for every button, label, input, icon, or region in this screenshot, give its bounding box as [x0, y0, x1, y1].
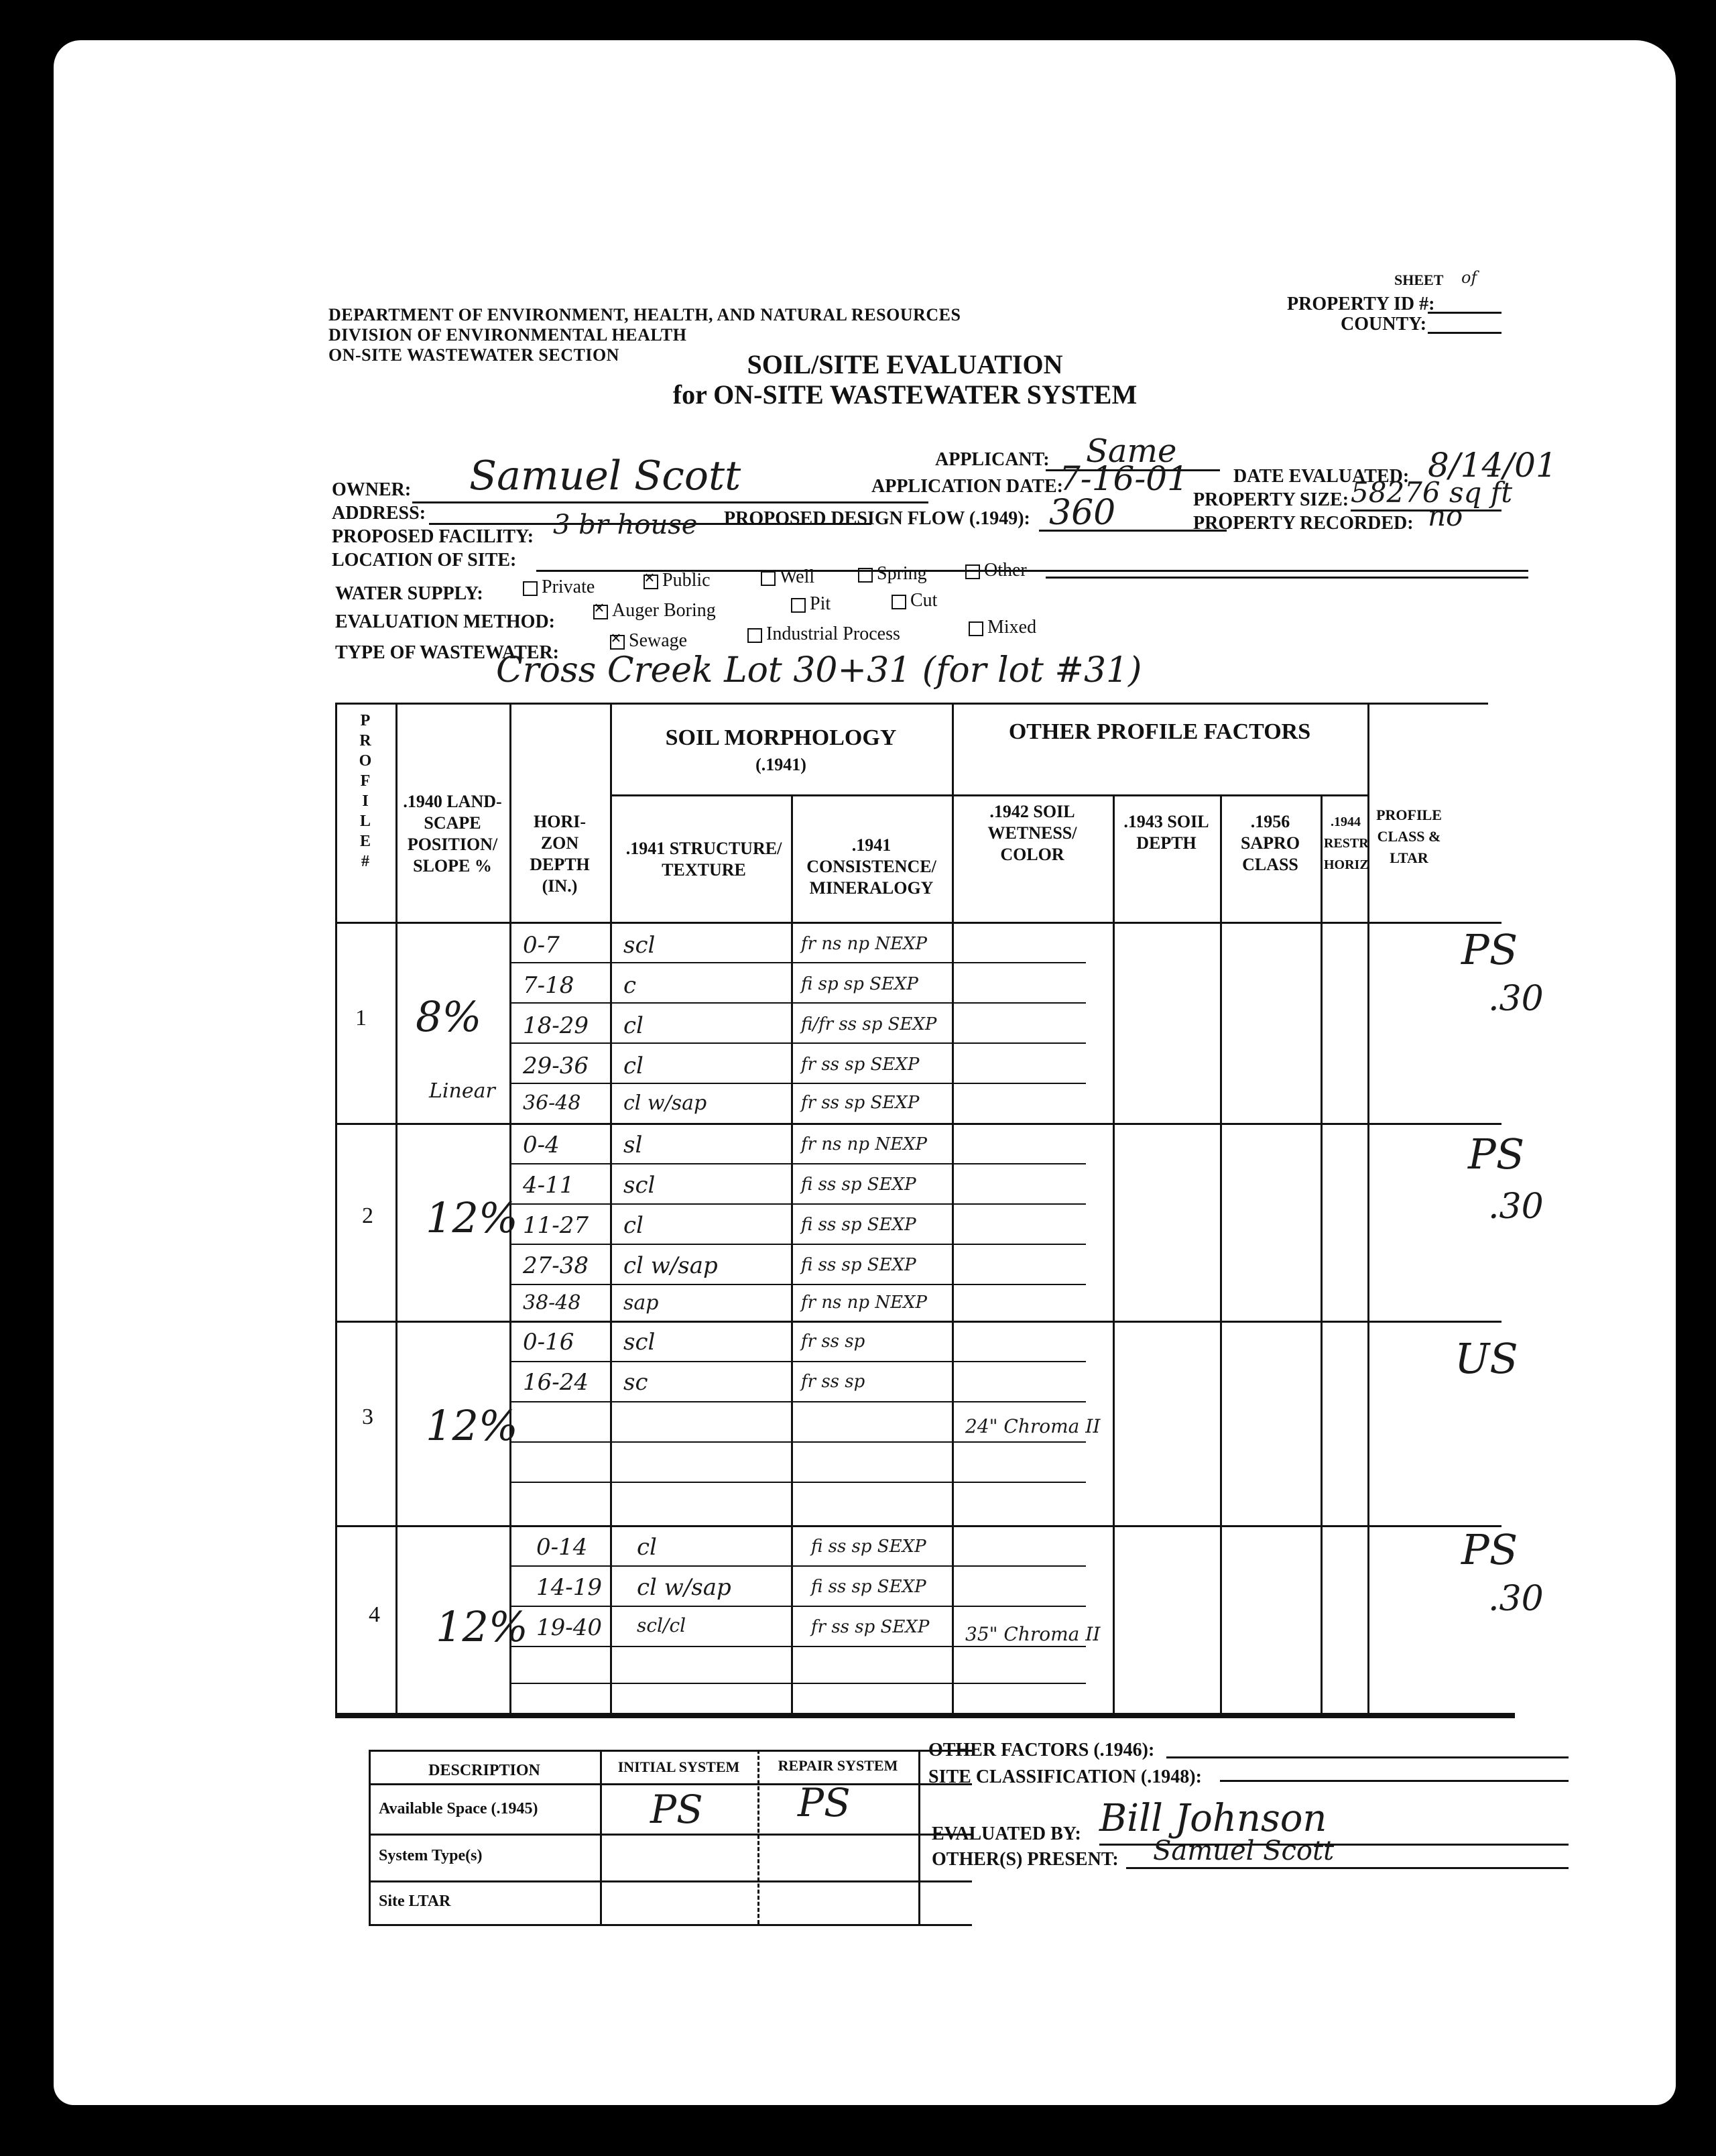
applicant-value: Same — [1086, 432, 1177, 470]
col-structure-header: .1941 STRUCTURE/ TEXTURE — [625, 839, 782, 880]
checkbox-icon[interactable] — [965, 564, 980, 579]
other-factors-header: OTHER PROFILE FACTORS — [1008, 719, 1311, 744]
date-evaluated-label: DATE EVALUATED: — [1233, 466, 1410, 487]
form-subtitle: for ON-SITE WASTEWATER SYSTEM — [672, 379, 1138, 410]
industrial-process-option[interactable]: Industrial Process — [747, 623, 900, 645]
property-id-label: PROPERTY ID #: — [1287, 294, 1435, 314]
col-sapro-header: .1956 SAPRO CLASS — [1240, 812, 1300, 874]
structure-texture: scl — [623, 1172, 656, 1199]
profile-ltar: .30 — [1488, 1187, 1544, 1227]
water-well-option[interactable]: Well — [761, 566, 814, 588]
col-horizon-header: HORI- ZON DEPTH (IN.) — [530, 812, 590, 896]
available-space-label: Available Space (.1945) — [379, 1800, 538, 1817]
property-size-label: PROPERTY SIZE: — [1193, 489, 1349, 510]
profile-class: PS — [1461, 1525, 1518, 1574]
water-private-option[interactable]: Private — [523, 577, 595, 598]
horizon-depth: 0-16 — [523, 1329, 574, 1356]
horizon-depth: 27-38 — [523, 1252, 589, 1279]
col-profile-header: P R O F I L E # — [359, 712, 372, 870]
water-supply-label: WATER SUPPLY: — [335, 583, 483, 604]
other-factors-label: OTHER FACTORS (.1946): — [928, 1740, 1155, 1760]
horizon-depth: 18-29 — [523, 1012, 589, 1039]
consistence: fr ss sp — [801, 1331, 865, 1352]
form-title: SOIL/SITE EVALUATION — [747, 349, 1063, 379]
horizon-depth: 4-11 — [523, 1172, 574, 1199]
proposed-facility-value: 3 br house — [553, 510, 698, 540]
consistence: fi ss sp SEXP — [811, 1577, 926, 1597]
consistence: fi ss sp SEXP — [811, 1537, 926, 1557]
consistence: fr ss sp SEXP — [801, 1055, 920, 1075]
address-label: ADDRESS: — [332, 503, 426, 524]
consistence: fr ss sp SEXP — [811, 1617, 930, 1637]
structure-texture: c — [623, 972, 637, 999]
water-spring-option[interactable]: Spring — [858, 563, 927, 585]
horizon-depth: 0-7 — [523, 932, 560, 959]
initial-system-header: INITIAL SYSTEM — [617, 1758, 740, 1775]
horizon-depth: 14-19 — [536, 1574, 603, 1601]
owner-label: OWNER: — [332, 479, 412, 500]
profile-class: US — [1455, 1334, 1518, 1383]
consistence: fr ns np NEXP — [801, 1293, 928, 1313]
system-types-label: System Type(s) — [379, 1847, 483, 1864]
design-flow-value: 360 — [1049, 493, 1116, 533]
checked-checkbox-icon[interactable] — [610, 635, 625, 650]
initial-system-value: PS — [650, 1787, 703, 1832]
structure-texture: cl — [623, 1053, 644, 1079]
checkbox-icon[interactable] — [761, 571, 776, 586]
sewage-option[interactable]: ×Sewage — [610, 630, 687, 652]
county-label: COUNTY: — [1341, 314, 1427, 335]
repair-system-value: PS — [798, 1780, 851, 1825]
others-present-label: OTHER(S) PRESENT: — [932, 1849, 1119, 1870]
property-recorded-value: no — [1428, 499, 1463, 532]
checkbox-icon[interactable] — [791, 598, 806, 613]
checkbox-icon[interactable] — [747, 628, 762, 643]
soil-wetness: 35" Chroma II — [965, 1623, 1101, 1645]
evaluated-by-value: Bill Johnson — [1099, 1797, 1327, 1840]
form-sheet — [54, 40, 1676, 2105]
owner-value: Samuel Scott — [469, 453, 741, 499]
profile-ltar: .30 — [1488, 1579, 1544, 1619]
applicant-label: APPLICANT: — [935, 449, 1050, 470]
soil-morphology-sub: (.1941) — [755, 755, 806, 774]
consistence: fi ss sp SEXP — [801, 1175, 916, 1195]
location-value: Cross Creek Lot 30+31 (for lot #31) — [496, 650, 1142, 691]
repair-system-header: REPAIR SYSTEM — [778, 1757, 898, 1774]
checkbox-icon[interactable] — [969, 621, 983, 636]
mixed-option[interactable]: Mixed — [969, 617, 1036, 638]
site-classification-label: SITE CLASSIFICATION (.1948): — [928, 1766, 1202, 1787]
col-restr-header: .1944 RESTR HORIZ — [1324, 815, 1369, 872]
consistence: fi ss sp SEXP — [801, 1255, 916, 1275]
structure-texture: cl w/sap — [623, 1252, 718, 1279]
profile-slope: 8% — [416, 992, 482, 1041]
description-header: DESCRIPTION — [428, 1762, 540, 1779]
wastewater-label: TYPE OF WASTEWATER: — [335, 642, 559, 663]
horizon-depth: 16-24 — [523, 1369, 589, 1396]
profile-number: 1 — [355, 1006, 367, 1030]
soil-wetness: 24" Chroma II — [965, 1415, 1101, 1437]
structure-texture: sl — [623, 1132, 643, 1158]
consistence: fi/fr ss sp SEXP — [801, 1014, 937, 1034]
profile-slope: 12% — [426, 1401, 518, 1450]
cut-option[interactable]: Cut — [892, 590, 937, 611]
application-date-label: APPLICATION DATE: — [871, 476, 1063, 497]
proposed-facility-label: PROPOSED FACILITY: — [332, 526, 534, 547]
auger-boring-option[interactable]: ×Auger Boring — [593, 600, 716, 621]
horizon-depth: 7-18 — [523, 972, 574, 999]
consistence: fr ns np NEXP — [801, 1134, 928, 1154]
evaluated-by-label: EVALUATED BY: — [932, 1823, 1081, 1844]
checked-checkbox-icon[interactable] — [593, 605, 608, 619]
horizon-depth: 29-36 — [523, 1053, 589, 1079]
col-class-header: PROFILE CLASS & LTAR — [1376, 806, 1442, 866]
consistence: fr ss sp — [801, 1372, 865, 1392]
checkbox-icon[interactable] — [523, 581, 538, 596]
horizon-depth: 19-40 — [536, 1614, 603, 1641]
profile-number: 2 — [362, 1203, 373, 1228]
profile-number: 4 — [369, 1602, 380, 1627]
soil-morphology-header: SOIL MORPHOLOGY — [665, 725, 897, 750]
structure-texture: scl/cl — [637, 1614, 686, 1636]
property-size-value: 58276 sq ft — [1351, 476, 1513, 509]
profile-slope-note: Linear — [429, 1079, 495, 1103]
location-label: LOCATION OF SITE: — [332, 550, 517, 571]
consistence: fi ss sp SEXP — [801, 1215, 916, 1235]
col-soildepth-header: .1943 SOIL DEPTH — [1123, 812, 1209, 853]
water-other-option[interactable]: Other — [965, 560, 1027, 581]
horizon-depth: 38-48 — [523, 1291, 581, 1315]
dept-line2: DIVISION OF ENVIRONMENTAL HEALTH — [328, 325, 687, 345]
sheet-value: of — [1461, 268, 1477, 287]
site-ltar-label: Site LTAR — [379, 1893, 451, 1910]
col-wetness-header: .1942 SOIL WETNESS/ COLOR — [987, 802, 1077, 864]
structure-texture: scl — [623, 932, 656, 959]
profile-slope: 12% — [436, 1602, 528, 1651]
design-flow-label: PROPOSED DESIGN FLOW (.1949): — [724, 508, 1030, 529]
structure-texture: cl — [637, 1534, 657, 1561]
checked-checkbox-icon[interactable] — [644, 575, 658, 589]
structure-texture: cl w/sap — [623, 1091, 707, 1115]
profile-slope: 12% — [426, 1193, 518, 1242]
structure-texture: cl w/sap — [637, 1574, 731, 1601]
col-landscape-header: .1940 LAND- SCAPE POSITION/ SLOPE % — [403, 792, 502, 876]
property-recorded-label: PROPERTY RECORDED: — [1193, 513, 1414, 534]
date-evaluated-value: 8/14/01 — [1428, 446, 1557, 485]
application-date-value: 7-16-01 — [1059, 459, 1188, 498]
horizon-depth: 0-14 — [536, 1534, 588, 1561]
profile-class: PS — [1468, 1130, 1525, 1179]
profile-class: PS — [1461, 925, 1518, 974]
consistence: fi sp sp SEXP — [801, 974, 918, 994]
water-public-option[interactable]: × Public — [644, 570, 711, 591]
structure-texture: cl — [623, 1012, 644, 1039]
structure-texture: cl — [623, 1212, 644, 1239]
horizon-depth: 36-48 — [523, 1091, 581, 1115]
sheet-label: SHEET — [1394, 272, 1444, 288]
structure-texture: sap — [623, 1291, 659, 1315]
consistence: fr ns np NEXP — [801, 934, 928, 954]
horizon-depth: 11-27 — [523, 1212, 589, 1239]
structure-texture: sc — [623, 1369, 648, 1396]
profile-number: 3 — [362, 1404, 373, 1429]
others-present-value: Samuel Scott — [1153, 1836, 1335, 1866]
col-consistence-header: .1941 CONSISTENCE/ MINERALOGY — [806, 835, 936, 898]
pit-option[interactable]: Pit — [791, 593, 831, 615]
evaluation-method-label: EVALUATION METHOD: — [335, 611, 556, 632]
consistence: fr ss sp SEXP — [801, 1093, 920, 1113]
dept-line1: DEPARTMENT OF ENVIRONMENT, HEALTH, AND NATURAL RESOURCES — [328, 305, 961, 324]
checkbox-icon[interactable] — [858, 568, 873, 583]
dept-line3: ON-SITE WASTEWATER SECTION — [328, 345, 619, 365]
horizon-depth: 0-4 — [523, 1132, 560, 1158]
structure-texture: scl — [623, 1329, 656, 1356]
checkbox-icon[interactable] — [892, 595, 906, 609]
profile-ltar: .30 — [1488, 979, 1544, 1019]
